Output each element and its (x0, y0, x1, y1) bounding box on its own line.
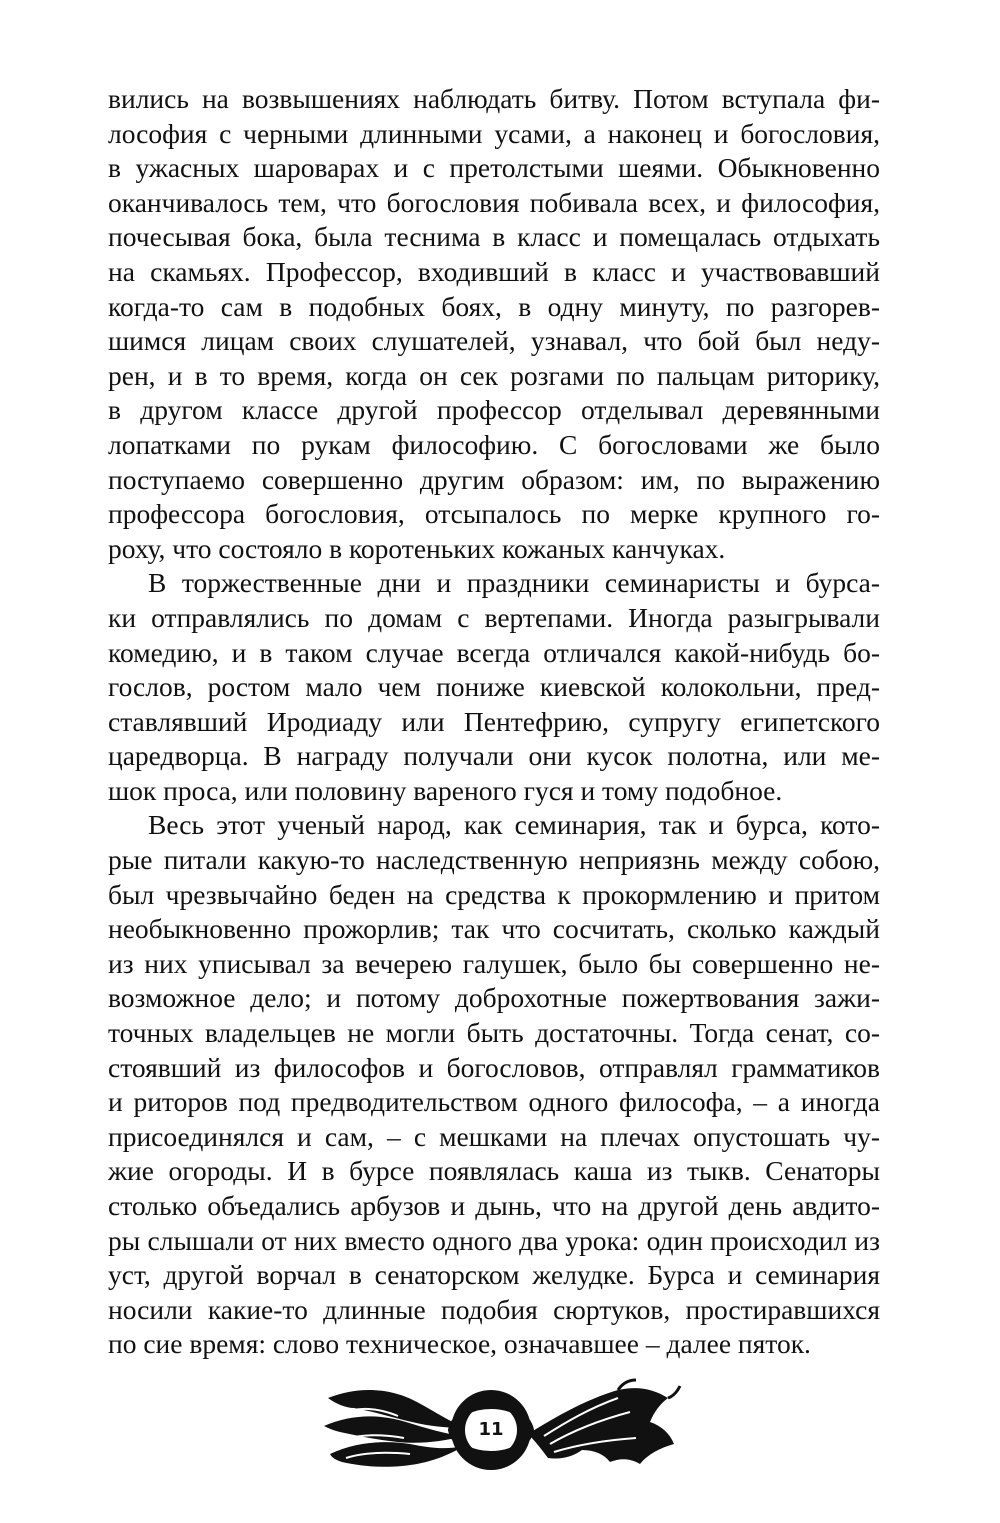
text-line: В торжественные дни и праздники семинаристы и бурса- (148, 567, 880, 599)
text-line: лопатками по рукам философию. С богословами же было (108, 428, 880, 460)
text-line: комедию, и в таком случае всегда отличался какой-нибудь бо- (108, 636, 880, 668)
text-line: в ужасных шароварах и с претолстыми шеями. Обыкновенно (108, 152, 880, 184)
text-line: рые питали какую-то наследственную неприязнь между собою, (108, 844, 880, 876)
text-line: оканчивалось тем, что богословия побивала всех, и философия, (108, 186, 880, 218)
text-line: почесывая бока, была теснима в класс и помещалась отдыхать (108, 221, 880, 253)
text-line: ки отправлялись по домам с вертепами. Иногда разыгрывали (108, 601, 880, 633)
text-line: необыкновенно прожорлив; так что сосчитать, сколько каждый (108, 913, 880, 945)
text-line: на скамьях. Профессор, входивший в класс и участвовавший (108, 255, 880, 287)
text-line: вились на возвышениях наблюдать битву. Потом вступала фи- (108, 83, 880, 114)
text-line: стоявший из философов и богословов, отправлял грамматиков (108, 1051, 880, 1083)
text-line: присоединялся и сам, – с мешками на плечах опустошать чу- (108, 1120, 880, 1152)
text-line: уст, другой ворчал в сенаторском желудке. Бурса и семинария (108, 1259, 880, 1291)
text-line: и риторов под предводительством одного философа, – а иногда (108, 1086, 880, 1118)
text-line: по сие время: слово техническое, означавшее – далее пяток. (108, 1328, 811, 1360)
text-line: столько объедались арбузов и дынь, что на другой день авдито- (108, 1190, 880, 1221)
text-line: шок проса, или половину вареного гуся и тому подобное. (108, 774, 783, 806)
text-line: роху, что состояло в коротеньких кожаных канчуках. (108, 532, 726, 564)
text-line: царедворца. В награду получали они кусок полотна, или ме- (108, 740, 880, 772)
text-line: гослов, ростом мало чем пониже киевской колокольни, пред- (108, 671, 880, 703)
page-number: 11 (478, 1419, 504, 1440)
page-body (108, 82, 880, 1362)
text-line: из них уписывал за вечерею галушек, было бы совершенно не- (108, 947, 880, 979)
text-line: жие огороды. И в бурсе появлялась каша из тыкв. Сенаторы (108, 1155, 880, 1187)
text-line: когда-то сам в подобных боях, в одну минуту, по разгорев- (108, 290, 880, 322)
text-line: поступаемо совершенно другим образом: им, по выражению (108, 463, 880, 495)
text-line: был чрезвычайно беден на средства к прокормлению и притом (108, 878, 880, 910)
text-line: профессора богословия, отсыпалось по мерке крупного го- (108, 498, 880, 530)
text-line: возможное дело; и потому доброхотные пожертвования зажи- (108, 982, 880, 1014)
text-line: лософия с черными длинными усами, а наконец и богословия, (108, 117, 880, 149)
text-line: шимся лицам своих слушателей, узнавал, что бой был неду- (108, 325, 880, 357)
text-line: ставлявший Иродиаду или Пентефрию, супругу египетского (108, 705, 880, 737)
text-line: носили какие-то длинные подобия сюртуков, простиравшихся (108, 1293, 880, 1325)
text-line: рен, и в то время, когда он сек розгами по пальцам риторику, (108, 359, 880, 391)
text-line: точных владельцев не могли быть достаточны. Тогда сенат, со- (108, 1017, 880, 1049)
text-line: Весь этот ученый народ, как семинария, так и бурса, кото- (148, 809, 880, 841)
text-line: ры слышали от них вместо одного два урока: один происходил из (108, 1224, 880, 1256)
text-line: в другом классе другой профессор отделывал деревянными (108, 394, 880, 426)
